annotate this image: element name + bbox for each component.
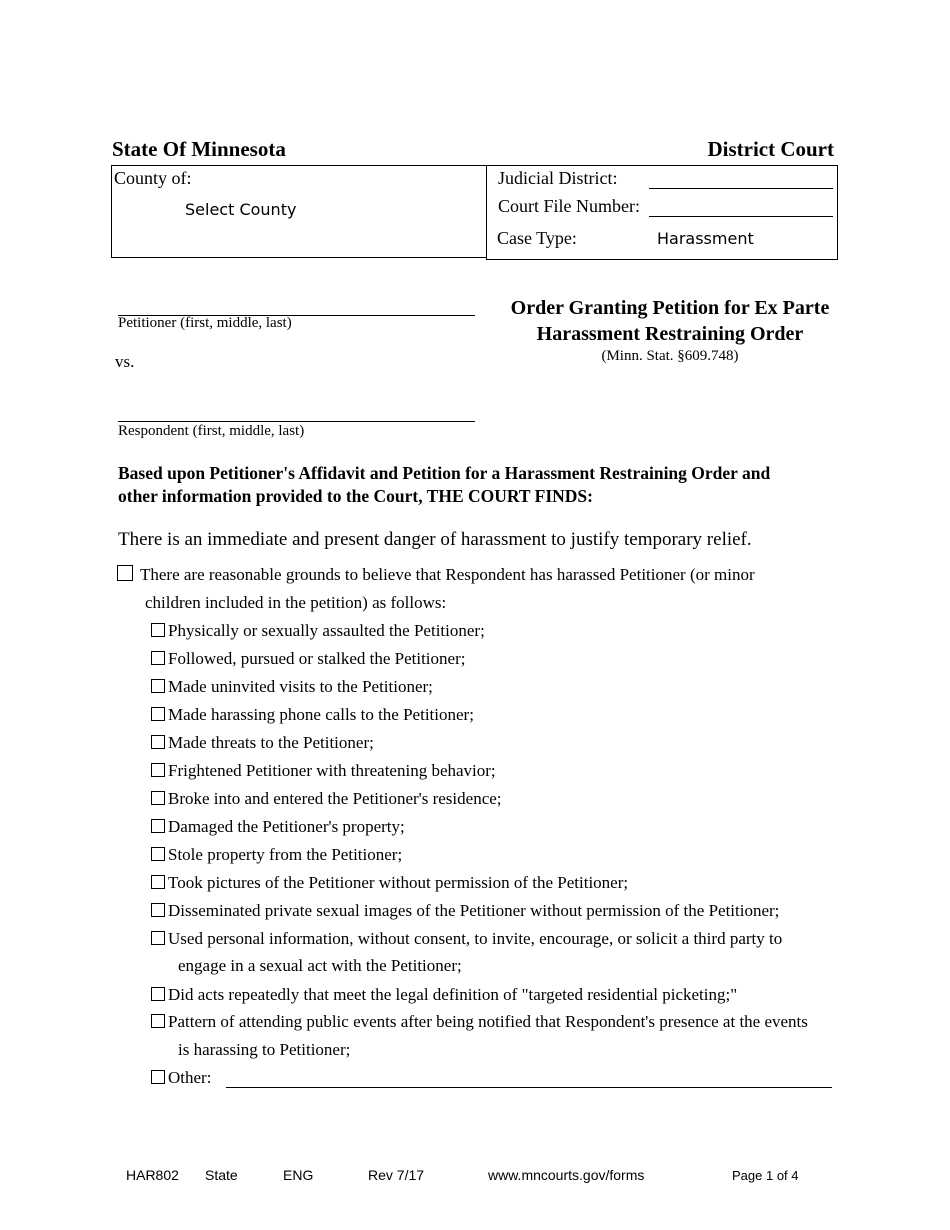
footer-form-id: HAR802: [126, 1167, 179, 1183]
act-checkbox[interactable]: [151, 679, 165, 693]
footer-language: ENG: [283, 1167, 314, 1183]
act-checkbox[interactable]: [151, 875, 165, 889]
act-item: [151, 785, 502, 813]
respondent-label: Respondent (first, middle, last): [118, 423, 305, 439]
respondent-name-field[interactable]: [118, 421, 475, 422]
act-checkbox[interactable]: [151, 1070, 165, 1084]
act-item: [151, 869, 628, 897]
act-checkbox[interactable]: [151, 819, 165, 833]
act-text: Made uninvited visits to the Petitioner;: [168, 677, 433, 696]
act-text: Other:: [168, 1068, 212, 1087]
county-label: County of:: [114, 168, 192, 188]
act-checkbox[interactable]: [151, 1014, 165, 1028]
order-title-line1: Order Granting Petition for Ex Parte: [510, 297, 830, 319]
act-text: Damaged the Petitioner's property;: [168, 817, 405, 836]
order-title-line2: Harassment Restraining Order: [536, 323, 804, 345]
act-item: [151, 729, 374, 757]
act-item-other: [151, 1064, 211, 1092]
act-checkbox[interactable]: [151, 987, 165, 1001]
act-item: [151, 981, 737, 1009]
act-text: Followed, pursued or stalked the Petitioner;: [168, 649, 466, 668]
act-item: [151, 645, 465, 673]
act-checkbox[interactable]: [151, 763, 165, 777]
grounds-text-line1: There are reasonable grounds to believe that Respondent has harassed Petitioner (or minor: [140, 565, 755, 584]
state-title: State Of Minnesota: [112, 137, 286, 161]
footer-scope: State: [205, 1167, 238, 1183]
act-text: Did acts repeatedly that meet the legal definition of "targeted residential picketing;": [168, 985, 738, 1004]
versus-text: vs.: [115, 352, 135, 371]
court-file-number-field[interactable]: [649, 216, 833, 217]
act-text: Frightened Petitioner with threatening behavior;: [168, 761, 496, 780]
act-checkbox[interactable]: [151, 623, 165, 637]
act-text: Disseminated private sexual images of the Petitioner without permission of the Petitioner;: [168, 901, 780, 920]
footer-revision: Rev 7/17: [368, 1167, 425, 1183]
case-type-value[interactable]: Harassment: [657, 229, 754, 248]
grounds-checkbox[interactable]: [117, 565, 133, 581]
judicial-district-label: Judicial District:: [498, 168, 618, 188]
act-text-continued: is harassing to Petitioner;: [178, 1040, 351, 1059]
county-select[interactable]: Select County: [185, 200, 297, 219]
act-text: Stole property from the Petitioner;: [168, 845, 403, 864]
act-item: [151, 701, 474, 729]
act-checkbox[interactable]: [151, 707, 165, 721]
act-checkbox[interactable]: [151, 651, 165, 665]
act-text: Used personal information, without consent, to invite, encourage, or solicit a third party to: [168, 929, 783, 948]
act-text: Made threats to the Petitioner;: [168, 733, 374, 752]
act-item: [151, 897, 779, 925]
other-details-field[interactable]: [226, 1087, 832, 1088]
act-checkbox[interactable]: [151, 791, 165, 805]
grounds-text-line2: children included in the petition) as follows:: [145, 593, 447, 612]
petitioner-label: Petitioner (first, middle, last): [118, 315, 292, 331]
act-text: Physically or sexually assaulted the Petitioner;: [168, 621, 485, 640]
act-item: [151, 617, 485, 645]
act-checkbox[interactable]: [151, 735, 165, 749]
act-text-continued: engage in a sexual act with the Petitioner;: [178, 956, 462, 975]
act-text: Broke into and entered the Petitioner's residence;: [168, 789, 502, 808]
act-text: Made harassing phone calls to the Petitioner;: [168, 705, 474, 724]
statute-citation: (Minn. Stat. §609.748): [601, 348, 739, 364]
act-text: Took pictures of the Petitioner without permission of the Petitioner;: [168, 873, 629, 892]
act-text: Pattern of attending public events after being notified that Respondent's presence at the events: [168, 1012, 808, 1031]
danger-finding: There is an immediate and present danger of harassment to justify temporary relief.: [118, 529, 752, 550]
court-title: District Court: [707, 137, 834, 161]
act-item: [151, 925, 782, 953]
act-item: [151, 841, 402, 869]
judicial-district-field[interactable]: [649, 188, 833, 189]
act-item: [151, 757, 496, 785]
case-type-label: Case Type:: [497, 228, 577, 248]
findings-intro-line2: other information provided to the Court, THE COURT FINDS:: [118, 486, 593, 506]
act-item: [151, 1008, 808, 1036]
footer-url[interactable]: www.mncourts.gov/forms: [488, 1167, 645, 1183]
act-checkbox[interactable]: [151, 903, 165, 917]
court-file-number-label: Court File Number:: [498, 196, 640, 216]
findings-intro-line1: Based upon Petitioner's Affidavit and Petition for a Harassment Restraining Order and: [118, 463, 771, 483]
footer-page-number: Page 1 of 4: [732, 1168, 799, 1183]
act-checkbox[interactable]: [151, 931, 165, 945]
act-checkbox[interactable]: [151, 847, 165, 861]
grounds-item: [117, 561, 755, 589]
act-item: [151, 813, 405, 841]
act-item: [151, 673, 433, 701]
